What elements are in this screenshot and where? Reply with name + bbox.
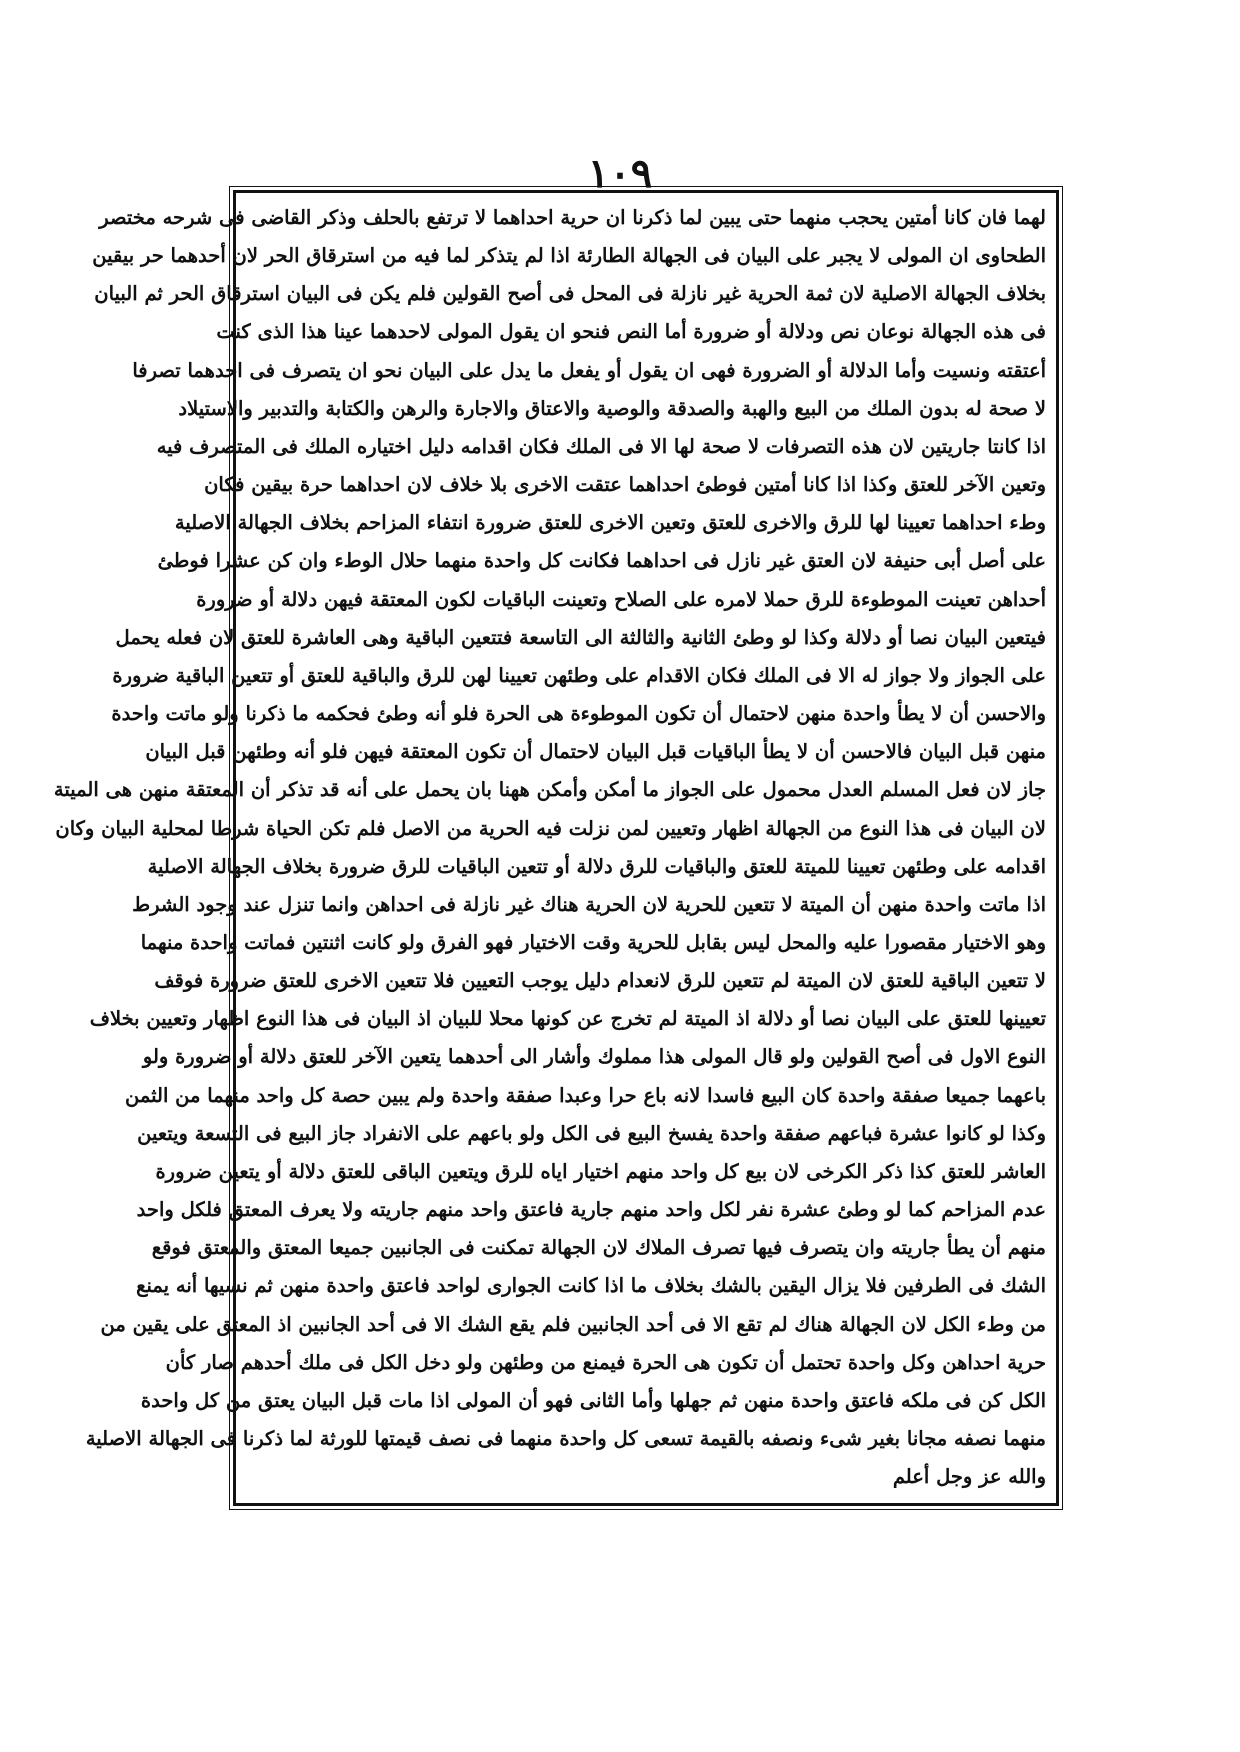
text-line: باعهما جميعا صفقة واحدة كان البيع فاسدا لانه باع حرا وعبدا صفقة واحدة ولم يبين حصة كل واحد منهما من الثمن (125, 1083, 1046, 1107)
text-line: والاحسن أن لا يطأ واحدة منهن لاحتمال أن تكون الموطوءة هى الحرة فلو أنه وطئ فحكمه ما ذكرنا ولو ماتت واحدة (111, 702, 1046, 726)
text-line: لهما فان كانا أمتين يحجب منهما حتى يبين لما ذكرنا ان حرية احداهما لا ترتفع بالحلف وذكر القاضى فى شرحه مختصر (99, 206, 1046, 229)
text-block (53, 201, 1046, 1495)
text-line: منهما نصفه مجانا بغير شىء ونصفه بالقيمة تسعى كل واحدة منهما فى نصف قيمتها للورثة لما ذكرنا فى الجهالة الاصلية (85, 1427, 1046, 1450)
text-line: من وطء الكل لان الجهالة هناك لم تقع الا فى أحد الجانبين فلم يقع الشك الا فى أحد الجانبين اذ المعتق على يقين من (100, 1312, 1046, 1336)
text-line: العاشر للعتق كذا ذكر الكرخى لان بيع كل واحد منهم اختيار اياه للرق ويتعين الباقى للعتق دلالة أو يتعين ضرورة (155, 1159, 1046, 1183)
text-line: عدم المزاحم كما لو وطئ عشرة نفر لكل واحد منهم جارية فاعتق واحد منهم جاريته ولا يعرف المعتق فلكل واحد (136, 1198, 1046, 1222)
text-line: الطحاوى ان المولى لا يجبر على البيان فى الجهالة الطارئة اذا لم يتذكر لما فيه من استرقاق الحر لان أحدهما حر بيقين (92, 244, 1046, 268)
text-line: لا تتعين الباقية للعتق لان الميتة لم تتعين للرق لانعدام دليل يوجب التعيين فلا تتعين الاخرى للعتق ضرورة فوقف (154, 969, 1046, 993)
text-line: الكل كن فى ملكه فاعتق واحدة منهن ثم جهلها وأما الثانى فهو أن المولى اذا مات قبل البيان يعتق من كل واحدة (140, 1388, 1046, 1412)
text-line: تعيينها للعتق على البيان نصا أو دلالة اذ الميتة لم تخرج عن كونها محلا للبيان اذ البيان فى هذا النوع اظهار وتعيين بخلاف (89, 1007, 1046, 1031)
text-line: وطء احداهما تعيينا لها للرق والاخرى للعتق وتعين الاخرى للعتق ضرورة انتفاء المزاحم بخلاف الجهالة الاصلية (174, 511, 1046, 535)
text-line: لا صحة له بدون الملك من البيع والهبة والصدقة والوصية والاعتاق والاجارة والرهن والكتابة والتدبير والاستيلاد (178, 396, 1046, 420)
text-line: أحداهن تعينت الموطوءة للرق حملا لامره على الصلاح وتعينت الباقيات لكون المعتقة فيهن دلالة أو ضرورة (196, 587, 1046, 611)
text-frame (53, 190, 1059, 1506)
text-line: اذا ماتت واحدة منهن أن الميتة لا تتعين للحرية لان الحرية هناك غير نازلة فى احداهن وانما تنزل عند وجود الشرط (132, 892, 1046, 916)
text-line: اقدامه على وطئهن تعيينا للميتة للعتق والباقيات للرق دلالة أو تتعين الباقيات للرق ضرورة بخلاف الجهالة الاصلية (147, 854, 1046, 878)
text-line: حرية احداهن وكل واحدة تحتمل أن تكون هى الحرة فيمنع من وطئهن ولو دخل الكل فى ملك أحدهم صار كأن (165, 1350, 1046, 1374)
text-line: اذا كانتا جاريتين لان هذه التصرفات لا صحة لها الا فى الملك فكان اقدامه دليل اختياره الملك فى المتصرف فيه (156, 434, 1046, 458)
text-line: والله عز وجل أعلم (892, 1465, 1046, 1489)
text-line: على أصل أبى حنيفة لان العتق غير نازل فى احداهما فكانت كل واحدة منهما حلال الوطء وان كن عشرا فوطئ (157, 549, 1046, 573)
text-line: وهو الاختيار مقصورا عليه والمحل ليس بقابل للحرية وقت الاختيار فهو الفرق ولو كانت اثنتين فماتت واحدة منهما (140, 930, 1046, 954)
text-line: فيتعين البيان نصا أو دلالة وكذا لو وطئ الثانية والثالثة الى التاسعة فتتعين الباقية وهى العاشرة للعتق لان فعله يحمل (115, 625, 1046, 649)
text-line: الشك فى الطرفين فلا يزال اليقين بالشك بخلاف ما اذا كانت الجوارى لواحد فاعتق واحدة منهن ثم نسيها أنه يمنع (136, 1274, 1046, 1298)
text-line: أعتقته ونسيت وأما الدلالة أو الضرورة فهى ان يقول أو يفعل ما يدل على البيان نحو ان يتصرف فى احدهما تصرفا (132, 358, 1046, 382)
text-line: منهن قبل البيان فالاحسن أن لا يطأ الباقيات قبل البيان لاحتمال أن تكون المعتقة فيهن فلو أنه وطئهن قبل البيان (145, 740, 1046, 764)
text-line: منهم أن يطأ جاريته وان يتصرف فيها تصرف الملاك لان الجهالة تمكنت فى الجانبين جميعا المعتق والمعتق فوقع (151, 1236, 1046, 1260)
text-line: النوع الاول فى أصح القولين ولو قال المولى هذا مملوك وأشار الى أحدهما يتعين الآخر للعتق دلالة أو ضرورة ولو (142, 1045, 1046, 1069)
text-line: فى هذه الجهالة نوعان نص ودلالة أو ضرورة أما النص فنحو ان يقول المولى لاحدهما عينا هذا الذى كنت (216, 320, 1046, 344)
text-line: على الجواز ولا جواز له الا فى الملك فكان الاقدام على وطئهن تعيينا لهن للرق والباقية للعتق أو تتعين الباقية ضرورة (112, 663, 1046, 687)
text-line: وتعين الآخر للعتق وكذا اذا كانا أمتين فوطئ احداهما عتقت الاخرى بلا خلاف لان احداهما حرة بيقين فكان (204, 473, 1046, 497)
text-line: وكذا لو كانوا عشرة فباعهم صفقة واحدة يفسخ البيع فى الكل ولو باعهم على الانفراد جاز البيع فى التسعة ويتعين (137, 1121, 1046, 1145)
text-line: لان البيان فى هذا النوع من الجهالة اظهار وتعيين لمن نزلت فيه الحرية من الاصل فلم تكن الحياة شرطا لمحلية البيان وكان (55, 816, 1046, 840)
text-line: بخلاف الجهالة الاصلية لان ثمة الحرية غير نازلة فى المحل فى أصح القولين فلم يكن فى البيان استرقاق الحر ثم البيان (94, 282, 1046, 306)
page-number: ١٠٩ (587, 150, 653, 197)
text-line: جاز لان فعل المسلم العدل محمول على الجواز ما أمكن وأمكن ههنا بان يحمل على أنه قد تذكر أن المعتقة منهن هى الميتة (53, 778, 1046, 802)
